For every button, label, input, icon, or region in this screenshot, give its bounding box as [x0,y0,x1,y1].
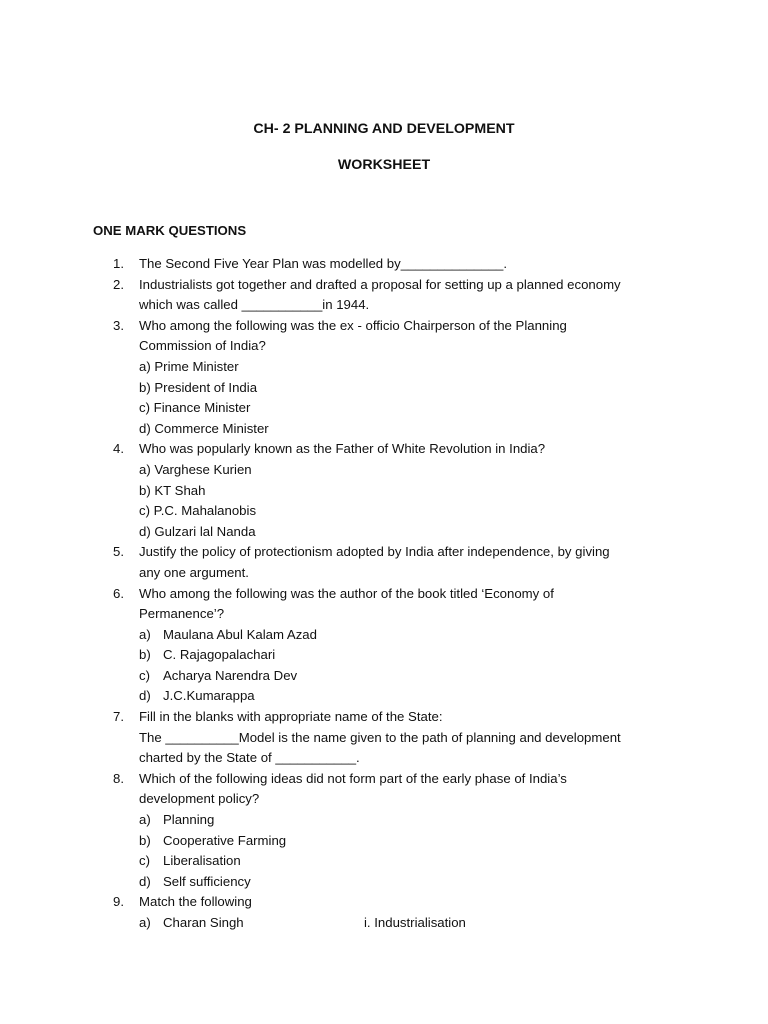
question-text: development policy? [139,791,260,807]
question-text: Permanence’? [139,606,225,622]
question-item [0,892,679,933]
question-item [0,275,679,316]
option-label: c) [139,853,150,869]
question-text: Which of the following ideas did not form part of the early phase of India’s [139,770,567,786]
question-text: The __________Model is the name given to the path of planning and development [139,729,621,745]
question-text: Commission of India? [139,338,266,354]
answer-option: c) Finance Minister [139,400,251,416]
option-label: a) [139,812,151,828]
page-subtitle: WORKSHEET [337,157,431,173]
question-item [0,584,679,708]
answer-option [139,625,679,646]
option-text: Liberalisation [163,853,241,869]
answer-option: b) KT Shah [139,482,206,498]
answer-option [139,851,679,872]
question-text: any one argument. [139,564,249,580]
option-label: b) [139,832,151,848]
option-text: Maulana Abul Kalam Azad [163,626,317,642]
option-text: C. Rajagopalachari [163,647,276,663]
question-number: 1. [113,256,124,271]
answer-option: c) P.C. Mahalanobis [139,503,257,519]
question-number: 2. [113,276,124,292]
answer-option: d) Commerce Minister [139,420,269,436]
option-label: a) [139,626,151,642]
question-text: Who among the following was the author of the book titled ‘Economy of [139,585,554,601]
question-text: which was called ___________in 1944. [139,297,370,313]
question-number: 9. [113,894,124,910]
answer-option: a) Prime Minister [139,358,239,374]
match-left-item: Charan Singh [163,915,244,930]
question-item [0,769,679,893]
question-number: 4. [113,441,124,457]
option-label: c) [139,667,150,683]
answer-option: a) Varghese Kurien [139,461,252,477]
match-row [139,913,679,934]
question-number: 5. [113,544,124,560]
question-item [0,254,679,275]
question-number: 3. [113,317,124,333]
answer-option [139,872,679,893]
question-number: 8. [113,770,124,786]
question-number: 6. [113,585,124,601]
answer-option [139,666,679,687]
option-label: d) [139,873,151,889]
question-text: Justify the policy of protectionism adopted by India after independence, by giving [139,544,610,560]
answer-option [139,686,679,707]
answer-option [139,831,679,852]
option-text: Cooperative Farming [163,832,287,848]
question-item [0,316,679,440]
question-text: Who among the following was the ex - officio Chairperson of the Planning [139,317,567,333]
question-text: Industrialists got together and drafted a proposal for setting up a planned economy [139,276,621,292]
option-text: J.C.Kumarappa [163,688,255,704]
question-text: charted by the State of ___________. [139,750,360,766]
option-label: d) [139,688,151,704]
option-label: b) [139,647,151,663]
question-item [0,707,679,769]
answer-option [139,645,679,666]
option-text: Self sufficiency [163,873,251,889]
option-text: Acharya Narendra Dev [163,667,298,683]
section-heading: ONE MARK QUESTIONS [93,223,247,238]
answer-option: b) President of India [139,379,258,395]
question-text: Match the following [139,894,252,910]
match-right-item: i. Industrialisation [364,915,466,930]
question-text: Fill in the blanks with appropriate name of the State: [139,709,443,725]
question-list [0,254,768,934]
match-label: a) [139,915,151,930]
page-title: CH- 2 PLANNING AND DEVELOPMENT [253,121,515,137]
question-item [0,439,679,542]
question-text: Who was popularly known as the Father of White Revolution in India? [139,441,546,457]
answer-option [139,810,679,831]
option-text: Planning [163,812,215,828]
answer-option: d) Gulzari lal Nanda [139,523,256,539]
question-number: 7. [113,709,124,725]
question-text: The Second Five Year Plan was modelled by______________. [139,256,508,271]
question-item [0,542,679,583]
